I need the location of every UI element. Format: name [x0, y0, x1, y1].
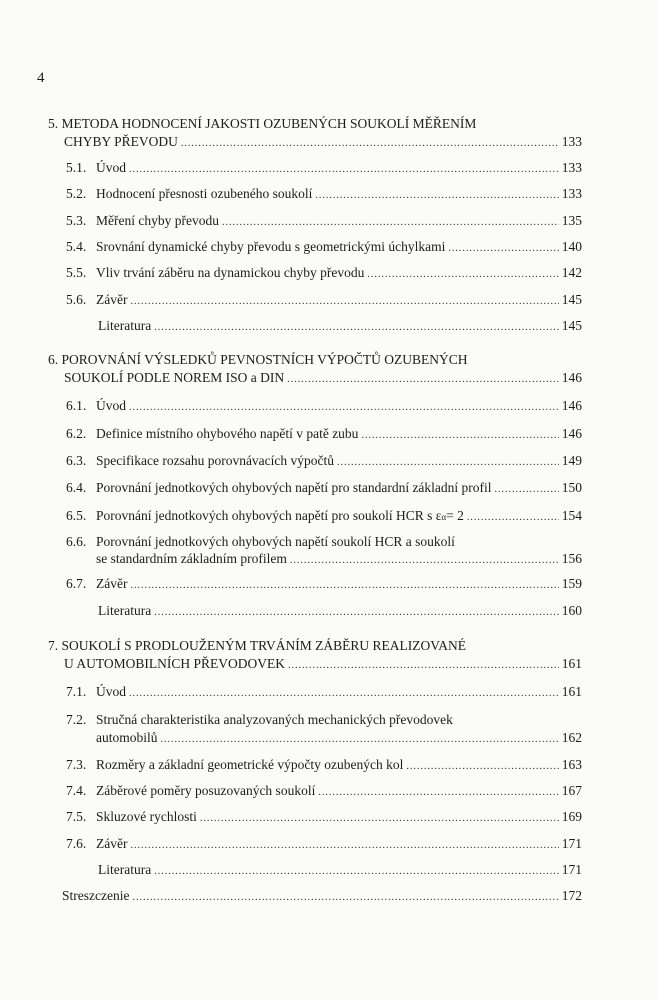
section-number: 5.2. — [66, 186, 87, 201]
section-title: Závěr — [96, 836, 128, 851]
toc-entry-literatura — [98, 318, 582, 334]
toc-entry — [66, 508, 582, 524]
chapter-7-title-entry — [64, 656, 582, 672]
section-title: Záběrové poměry posuzovaných soukolí — [96, 783, 316, 798]
toc-entry — [66, 757, 582, 773]
leader-dots — [318, 787, 558, 798]
toc-entry-literatura — [98, 862, 582, 878]
chapter-7-title: 7. SOUKOLÍ S PRODLOUŽENÝM TRVÁNÍM ZÁBĚRU REALIZOVANÉ — [48, 638, 467, 653]
section-title: Literatura — [98, 318, 152, 333]
section-page: 135 — [561, 213, 582, 228]
section-title: Definice místního ohybového napětí v patě zubu — [96, 426, 359, 441]
section-page: 146 — [561, 426, 582, 441]
section-page: 140 — [561, 239, 582, 254]
leader-dots — [130, 296, 558, 307]
toc-entry — [66, 239, 582, 255]
section-title: Specifikace rozsahu porovnávacích výpočtů — [96, 453, 335, 468]
chapter-7-page: 161 — [561, 656, 582, 671]
section-title: Literatura — [98, 603, 152, 618]
section-page: 171 — [561, 862, 582, 877]
toc-entry — [66, 576, 582, 592]
toc-entry-title — [66, 712, 453, 728]
section-title: Úvod — [96, 398, 126, 413]
leader-dots — [222, 217, 559, 228]
leader-dots — [130, 840, 558, 851]
section-title: Vliv trvání záběru na dynamickou chyby převodu — [96, 265, 365, 280]
chapter-6-title-cont: SOUKOLÍ PODLE NOREM ISO a DIN — [64, 370, 285, 385]
section-title: Hodnocení přesnosti ozubeného soukolí — [96, 186, 313, 201]
leader-dots — [467, 512, 559, 523]
toc-entry — [66, 453, 582, 469]
section-page: 150 — [561, 480, 582, 495]
toc-entry — [66, 213, 582, 229]
toc-entry — [66, 809, 582, 825]
leader-dots — [129, 164, 559, 175]
section-page: 167 — [561, 783, 582, 798]
leader-dots — [130, 580, 558, 591]
chapter-7-title-cont: U AUTOMOBILNÍCH PŘEVODOVEK — [64, 656, 286, 671]
section-number: 5.4. — [66, 239, 87, 254]
section-title: Literatura — [98, 862, 152, 877]
section-page: 161 — [561, 684, 582, 699]
section-number: 7.4. — [66, 783, 87, 798]
section-page: 160 — [561, 603, 582, 618]
section-number: 6.4. — [66, 480, 87, 495]
section-title: Rozměry a základní geometrické výpočty ozubených kol — [96, 757, 404, 772]
leader-dots — [129, 688, 559, 699]
section-number: 6.3. — [66, 453, 87, 468]
leader-dots — [154, 866, 559, 877]
section-title: Skluzové rychlosti — [96, 809, 197, 824]
section-number: 5.1. — [66, 160, 87, 175]
section-page: 163 — [561, 757, 582, 772]
section-title: Srovnání dynamické chyby převodu s geometrickými úchylkami — [96, 239, 446, 254]
toc-entry-literatura — [98, 603, 582, 619]
leader-dots — [290, 555, 559, 566]
toc-entry-summary — [62, 888, 582, 904]
toc-entry — [66, 265, 582, 281]
page-number: 4 — [37, 70, 45, 86]
toc-entry — [66, 160, 582, 176]
leader-dots — [129, 402, 559, 413]
section-title-cont: se standardním základním profilem — [96, 551, 287, 566]
leader-dots — [181, 138, 559, 149]
section-page: 145 — [561, 292, 582, 307]
section-page: 133 — [561, 160, 582, 175]
leader-dots — [287, 374, 559, 385]
chapter-5-title-entry — [64, 134, 582, 150]
chapter-6-title: 6. POROVNÁNÍ VÝSLEDKŮ PEVNOSTNÍCH VÝPOČTŮ OZUBENÝCH — [48, 352, 468, 367]
section-page: 162 — [561, 730, 582, 745]
leader-dots — [154, 607, 559, 618]
section-title: Porovnání jednotkových ohybových napětí pro standardní základní profil — [96, 480, 492, 495]
leader-dots — [154, 322, 559, 333]
chapter-6-page: 146 — [561, 370, 582, 385]
section-title: Porovnání jednotkových ohybových napětí soukolí HCR a soukolí — [96, 534, 455, 549]
subscript-alpha: α — [441, 512, 447, 522]
leader-dots — [161, 734, 559, 745]
toc-entry — [66, 836, 582, 852]
section-number: 5.6. — [66, 292, 87, 307]
section-page: 142 — [561, 265, 582, 280]
section-number: 7.3. — [66, 757, 87, 772]
summary-page: 172 — [561, 888, 582, 903]
summary-title: Streszczenie — [62, 888, 130, 903]
leader-dots — [448, 243, 558, 254]
leader-dots — [200, 813, 559, 824]
section-page: 149 — [561, 453, 582, 468]
toc-entry — [66, 426, 582, 442]
section-number: 6.5. — [66, 508, 87, 523]
toc-entry — [66, 398, 582, 414]
chapter-5-title-cont: CHYBY PŘEVODU — [64, 134, 178, 149]
section-number: 7.1. — [66, 684, 87, 699]
toc-entry — [66, 480, 582, 496]
section-page: 169 — [561, 809, 582, 824]
section-page: 146 — [561, 398, 582, 413]
section-number: 7.6. — [66, 836, 87, 851]
toc-entry — [66, 783, 582, 799]
toc-entry — [66, 186, 582, 202]
section-page: 133 — [561, 186, 582, 201]
section-title: Stručná charakteristika analyzovaných mechanických převodovek — [96, 712, 453, 727]
section-page: 159 — [561, 576, 582, 591]
section-number: 6.2. — [66, 426, 87, 441]
leader-dots — [132, 892, 558, 903]
toc-entry — [66, 292, 582, 308]
chapter-5-page: 133 — [561, 134, 582, 149]
leader-dots — [406, 761, 558, 772]
toc-entry — [96, 551, 582, 567]
section-title: Závěr — [96, 292, 128, 307]
section-number: 5.3. — [66, 213, 87, 228]
section-title: Závěr — [96, 576, 128, 591]
section-title: Porovnání jednotkových ohybových napětí pro soukolí HCR s ε — [96, 508, 442, 523]
section-page: 156 — [561, 551, 582, 566]
section-page: 145 — [561, 318, 582, 333]
toc-entry — [66, 684, 582, 700]
leader-dots — [361, 430, 558, 441]
leader-dots — [495, 484, 559, 495]
section-number: 6.6. — [66, 534, 87, 549]
section-number: 5.5. — [66, 265, 87, 280]
section-title-cont: automobilů — [96, 730, 158, 745]
leader-dots — [337, 457, 559, 468]
chapter-5-title: 5. METODA HODNOCENÍ JAKOSTI OZUBENÝCH SOUKOLÍ MĚŘENÍM — [48, 116, 477, 131]
section-title: Úvod — [96, 684, 126, 699]
leader-dots — [315, 190, 558, 201]
section-page: 171 — [561, 836, 582, 851]
section-number: 6.7. — [66, 576, 87, 591]
toc-entry — [96, 730, 582, 746]
section-number: 7.2. — [66, 712, 87, 727]
section-title-tail: = 2 — [446, 508, 464, 523]
section-title: Měření chyby převodu — [96, 213, 219, 228]
leader-dots — [367, 269, 558, 280]
section-title: Úvod — [96, 160, 126, 175]
section-page: 154 — [561, 508, 582, 523]
leader-dots — [288, 660, 559, 671]
section-number: 7.5. — [66, 809, 87, 824]
chapter-6-title-entry — [64, 370, 582, 386]
toc-entry-title — [66, 534, 455, 550]
section-number: 6.1. — [66, 398, 87, 413]
